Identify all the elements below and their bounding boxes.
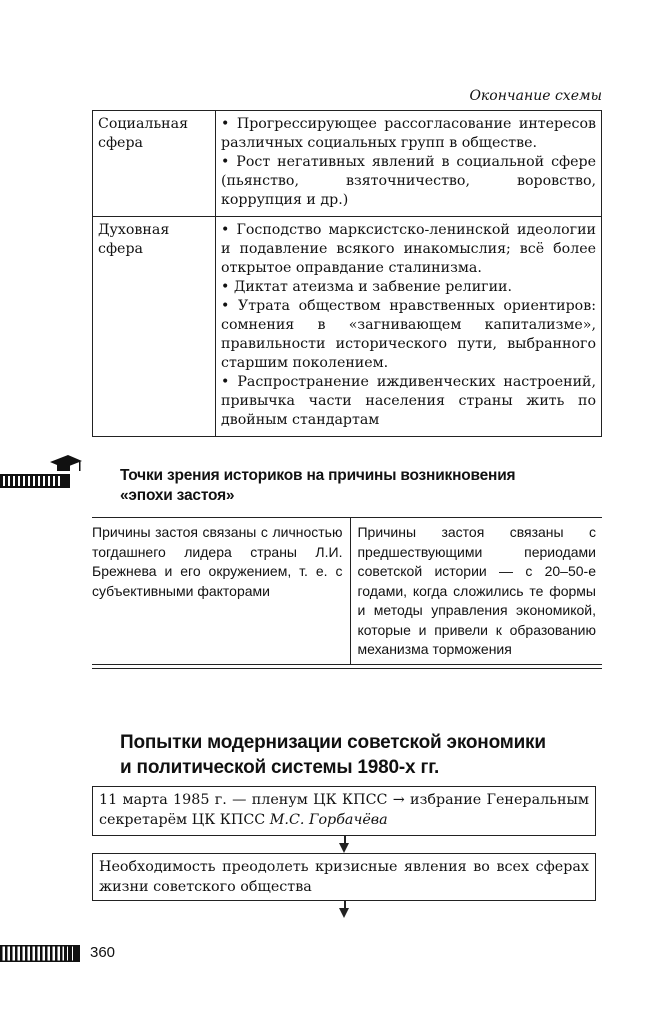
row-content — [216, 111, 602, 217]
row-label-line: сфера — [98, 135, 143, 151]
spheres-table — [92, 110, 602, 437]
title-line: и политической системы 1980-х гг. — [120, 757, 440, 778]
row-label — [93, 111, 216, 217]
row-label-line: Социальная — [98, 116, 189, 132]
stagnation-causes-table — [92, 517, 602, 669]
historians-views-title — [120, 466, 515, 506]
plenum-text: 11 марта 1985 г. — пленум ЦК КПСС → избрание Генеральным секретарём ЦК КПСС — [99, 792, 589, 828]
table-row — [93, 111, 602, 217]
subjective-cause-cell: Причины застоя связаны с личностью тогдашнего лидера страны Л.И. Брежнева и его окружением, т. е. с субъективными факторами — [92, 518, 351, 664]
footer-stripes-icon — [0, 945, 80, 962]
table-bottom-rule — [92, 664, 602, 669]
list-item: • Распространение иждивенческих настроений, привычка части населения страны жить по двойным стандартам — [221, 374, 596, 428]
title-line: Попытки модернизации советской экономики — [120, 732, 546, 753]
scheme-ending-caption: Окончание схемы — [469, 88, 602, 104]
list-item: • Прогрессирующее рассогласование интересов различных социальных групп в обществе. — [221, 116, 596, 151]
plenum-box — [92, 786, 596, 836]
title-line: «эпохи застоя» — [120, 487, 235, 504]
row-label-line: Духовная — [98, 222, 170, 238]
list-item: • Утрата обществом нравственных ориентиров: сомнения в «загнивающем капитализме», правильности исторического пути, выбранного старшим поколением. — [221, 298, 596, 371]
list-item: • Диктат атеизма и забвение религии. — [221, 279, 513, 295]
page-number: 360 — [90, 944, 116, 961]
crisis-box: Необходимость преодолеть кризисные явления во всех сферах жизни советского общества — [92, 853, 596, 901]
historical-cause-cell: Причины застоя связаны с предшествующими периодами советской истории — с 20–50-е годами, когда сложились те формы и методы управления экономикой, которые и привели к образованию механизма торможения — [357, 524, 596, 657]
table-row — [93, 217, 602, 437]
list-item: • Рост негативных явлений в социальной сфере (пьянство, взяточничество, воровство, коррупция и др.) — [221, 154, 596, 208]
row-label — [93, 217, 216, 437]
row-label-line: сфера — [98, 241, 143, 257]
list-item: • Господство марксистско-ленинской идеологии и подавление всякого инакомыслия; всё более открытое оправдание сталинизма. — [221, 222, 596, 276]
modernization-title — [120, 730, 546, 780]
row-content — [216, 217, 602, 437]
gorbachev-name: М.С. Горбачёва — [269, 811, 388, 828]
graduation-cap-icon — [0, 452, 82, 492]
table-row — [92, 518, 602, 664]
title-line: Точки зрения историков на причины возникновения — [120, 467, 516, 484]
